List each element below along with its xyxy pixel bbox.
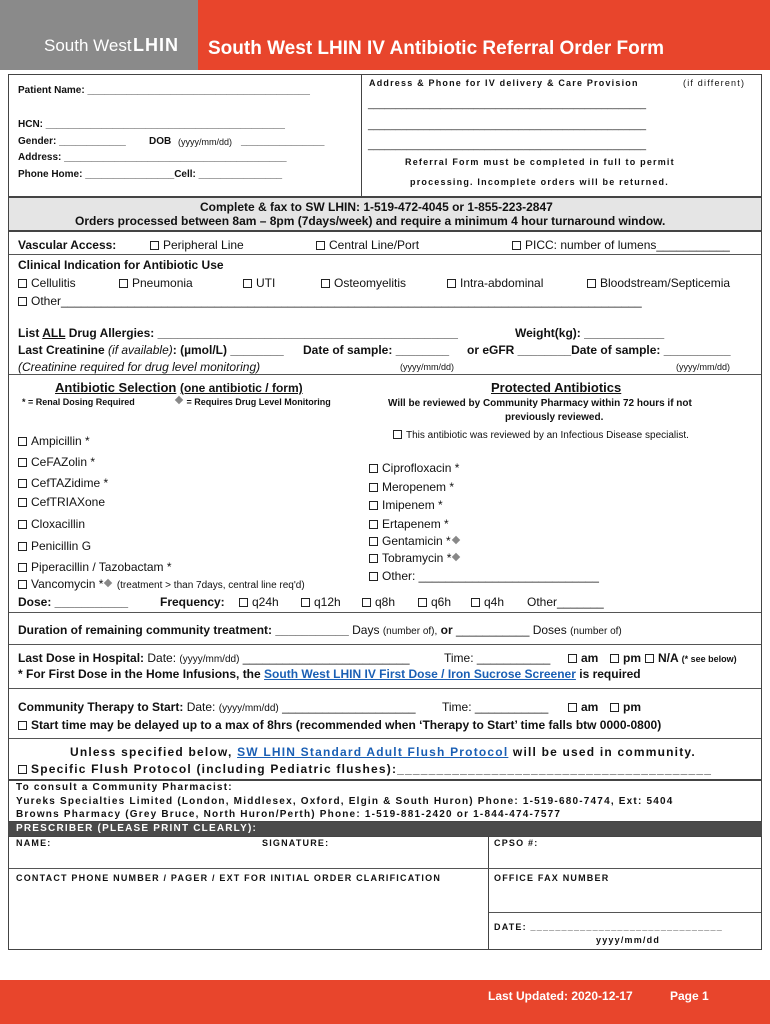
protected-note-2: previously reviewed. [505, 412, 604, 423]
freq-q24h[interactable]: q24h [239, 595, 279, 609]
checkbox[interactable] [18, 520, 27, 529]
community-am[interactable]: am [568, 700, 598, 714]
flush-line-1: Unless specified below, SW LHIN Standard Adult Flush Protocol will be used in community. [70, 745, 696, 759]
checkbox[interactable] [321, 279, 330, 288]
clinical-heading: Clinical Indication for Antibiotic Use [18, 258, 224, 272]
prescriber-signature-field[interactable]: SIGNATURE: [262, 838, 330, 848]
prescriber-heading: PRESCRIBER (PLEASE PRINT CLEARLY): [16, 823, 258, 834]
fax-line-2: Orders processed between 8am – 8pm (7days/week) and require a minimum 4 hour turnaround window. [75, 214, 666, 228]
checkbox[interactable] [18, 297, 27, 306]
phone-field[interactable]: Phone Home: ________________Cell: _______________ [18, 169, 283, 180]
checkbox[interactable] [362, 598, 371, 607]
checkbox[interactable] [119, 279, 128, 288]
checkbox[interactable] [369, 554, 378, 563]
pharmacist-browns: Browns Pharmacy (Grey Bruce, North Huron/Perth) Phone: 1-519-881-2420 or 1-844-474-7577 [16, 809, 562, 820]
diamond-icon [451, 536, 459, 544]
last-dose-na[interactable]: N/A (* see below) [645, 651, 737, 665]
osteomyelitis-option[interactable]: Osteomyelitis [321, 276, 406, 290]
bloodstream-option[interactable]: Bloodstream/Septicemia [587, 276, 730, 290]
dob-format: (yyyy/mm/dd) [178, 137, 232, 147]
ampicillin-option[interactable]: Ampicillin * [18, 434, 90, 448]
last-updated: Last Updated: 2020-12-17 [488, 989, 633, 1003]
divider [9, 254, 761, 255]
diamond-icon [175, 396, 183, 404]
checkbox[interactable] [447, 279, 456, 288]
flush-protocol-link[interactable]: SW LHIN Standard Adult Flush Protocol [237, 745, 509, 759]
community-pm[interactable]: pm [610, 700, 641, 714]
prescriber-date-format: yyyy/mm/dd [596, 935, 661, 945]
intra-abdominal-option[interactable]: Intra-abdominal [447, 276, 543, 290]
title-bar [198, 0, 770, 70]
divider [9, 644, 761, 645]
checkbox[interactable] [239, 598, 248, 607]
antibiotic-heading: Antibiotic Selection (one antibiotic / form) [55, 380, 303, 395]
prescriber-name-field[interactable]: NAME: [16, 838, 52, 848]
divider [9, 612, 761, 613]
ciprofloxacin-option[interactable]: Ciprofloxacin * [369, 461, 459, 475]
penicillin-option[interactable]: Penicillin G [18, 539, 91, 553]
pharmacist-yureks: Yureks Specialties Limited (London, Middlesex, Oxford, Elgin & South Huron) Phone: 1-519-680-7474, Ext: 5404 [16, 796, 674, 807]
diamond-icon [452, 553, 460, 561]
diamond-icon [104, 579, 112, 587]
logo-text: South West [44, 36, 132, 55]
checkbox[interactable] [150, 241, 159, 250]
divider [9, 738, 761, 739]
checkbox[interactable] [18, 580, 27, 589]
checkbox[interactable] [393, 430, 402, 439]
contact-phone-field[interactable]: CONTACT PHONE NUMBER / PAGER / EXT FOR INITIAL ORDER CLARIFICATION [16, 873, 442, 883]
delivery-heading: Address & Phone for IV delivery & Care Provision [369, 78, 639, 88]
gentamicin-option[interactable]: Gentamicin * [369, 534, 461, 548]
checkbox[interactable] [316, 241, 325, 250]
level-legend: = Requires Drug Level Monitoring [174, 397, 331, 407]
checkbox[interactable] [301, 598, 310, 607]
checkbox[interactable] [610, 654, 619, 663]
dob-field[interactable]: _______________ [241, 136, 325, 147]
notice-line-1: Referral Form must be completed in full to permit [405, 157, 675, 167]
divider [489, 912, 761, 913]
delivery-line-1[interactable]: __________________________________________________ [368, 99, 647, 110]
creatinine-note: (Creatinine required for drug level monitoring) [18, 360, 261, 374]
vascular-label: Vascular Access: [18, 238, 117, 252]
peripheral-line-option[interactable]: Peripheral Line [150, 238, 244, 252]
checkbox[interactable] [568, 703, 577, 712]
specific-flush-option[interactable]: Specific Flush Protocol (including Pediatric flushes):________________________________________ [18, 762, 712, 776]
imipenem-option[interactable]: Imipenem * [369, 498, 443, 512]
delivery-line-3[interactable]: __________________________________________________ [368, 140, 647, 151]
checkbox[interactable] [243, 279, 252, 288]
checkbox[interactable] [18, 542, 27, 551]
checkbox[interactable] [18, 765, 27, 774]
last-dose-field[interactable]: Last Dose in Hospital: Date: (yyyy/mm/dd) _________________________ [18, 651, 410, 665]
frequency-label: Frequency: [160, 595, 225, 609]
vancomycin-option[interactable]: Vancomycin * (treatment > than 7days, central line req'd) [18, 577, 305, 591]
checkbox[interactable] [369, 483, 378, 492]
checkbox[interactable] [369, 501, 378, 510]
prescriber-box [8, 836, 762, 950]
checkbox[interactable] [369, 537, 378, 546]
checkbox[interactable] [18, 563, 27, 572]
checkbox[interactable] [568, 654, 577, 663]
first-dose-note: * For First Dose in the Home Infusions, the South West LHIN IV First Dose / Iron Sucrose Screener is required [18, 667, 641, 681]
ertapenem-option[interactable]: Ertapenem * [369, 517, 449, 531]
freq-other[interactable]: Other_______ [527, 595, 604, 609]
protected-note-1: Will be reviewed by Community Pharmacy within 72 hours if not [388, 398, 692, 409]
last-dose-am[interactable]: am [568, 651, 598, 665]
checkbox[interactable] [645, 654, 654, 663]
cloxacillin-option[interactable]: Cloxacillin [18, 517, 85, 531]
office-fax-field[interactable]: OFFICE FAX NUMBER [494, 873, 610, 883]
ceftazidime-option[interactable]: CefTAZidime * [18, 476, 108, 490]
checkbox[interactable] [369, 520, 378, 529]
page-title: South West LHIN IV Antibiotic Referral Order Form [208, 38, 665, 59]
freq-q4h[interactable]: q4h [471, 595, 504, 609]
prescriber-date-field[interactable]: DATE: _______________________________ [494, 922, 723, 932]
divider [9, 868, 761, 869]
logo [0, 0, 198, 70]
tobramycin-option[interactable]: Tobramycin * [369, 551, 461, 565]
checkbox[interactable] [369, 464, 378, 473]
weight-field[interactable]: Weight(kg): ____________ [515, 326, 665, 340]
allergies-label[interactable]: List ALL Drug Allergies: _____________________________________________ [18, 326, 458, 340]
address-field[interactable]: Address: ________________________________________ [18, 152, 287, 163]
other-indication-option[interactable]: Other_______________________________________________________________________________________ [18, 294, 642, 308]
renal-legend: * = Renal Dosing Required [22, 397, 135, 407]
creatinine-field[interactable]: Last Creatinine (if available): (µmol/L) ________ [18, 343, 284, 357]
delivery-heading-note: (if different) [683, 78, 746, 88]
date-format: (yyyy/mm/dd) [676, 362, 730, 372]
first-dose-screener-link[interactable]: South West LHIN IV First Dose / Iron Sucrose Screener [264, 667, 576, 681]
checkbox[interactable] [18, 437, 27, 446]
pneumonia-option[interactable]: Pneumonia [119, 276, 193, 290]
page-number: Page 1 [670, 989, 709, 1003]
protected-heading: Protected Antibiotics [491, 380, 622, 395]
divider [9, 374, 761, 375]
patient-name-field[interactable]: Patient Name: ________________________________________ [18, 85, 310, 96]
cefazolin-option[interactable]: CeFAZolin * [18, 455, 95, 469]
checkbox[interactable] [471, 598, 480, 607]
last-dose-time[interactable]: Time: ___________ [444, 651, 551, 665]
piperacillin-option[interactable]: Piperacillin / Tazobactam * [18, 560, 172, 574]
checkbox[interactable] [18, 279, 27, 288]
duration-field[interactable]: Duration of remaining community treatment: ___________ Days (number of), or ___________ Doses (number of) [18, 623, 622, 637]
delivery-line-2[interactable]: __________________________________________________ [368, 120, 647, 131]
pharmacist-heading: To consult a Community Pharmacist: [16, 782, 233, 793]
logo-text-lhin: LHIN [133, 35, 179, 55]
checkbox[interactable] [610, 703, 619, 712]
checkbox[interactable] [18, 458, 27, 467]
creatinine-date-field[interactable]: Date of sample: ________ [303, 343, 450, 357]
picc-option[interactable]: PICC: number of lumens___________ [512, 238, 730, 252]
hcn-field[interactable]: HCN: ___________________________________________ [18, 119, 285, 130]
cellulitis-option[interactable]: Cellulitis [18, 276, 76, 290]
uti-option[interactable]: UTI [243, 276, 275, 290]
divider [488, 836, 489, 950]
notice-line-2: processing. Incomplete orders will be returned. [410, 177, 669, 187]
start-delay-option[interactable]: Start time may be delayed up to a max of 8hrs (recommended when ‘Therapy to Start’ time falls btw 0000-0800) [18, 718, 661, 732]
checkbox[interactable] [18, 721, 27, 730]
ceftriaxone-option[interactable]: CefTRIAXone [18, 495, 105, 509]
checkbox[interactable] [587, 279, 596, 288]
checkbox[interactable] [512, 241, 521, 250]
meropenem-option[interactable]: Meropenem * [369, 480, 454, 494]
divider [9, 688, 761, 689]
checkbox[interactable] [18, 479, 27, 488]
central-line-option[interactable]: Central Line/Port [316, 238, 419, 252]
page-header [0, 0, 770, 70]
freq-q6h[interactable]: q6h [418, 595, 451, 609]
date-format: (yyyy/mm/dd) [400, 362, 454, 372]
last-dose-pm[interactable]: pm [610, 651, 641, 665]
dob-label: DOB [149, 136, 172, 147]
checkbox[interactable] [18, 498, 27, 507]
checkbox[interactable] [369, 572, 378, 581]
cpso-field[interactable]: CPSO #: [494, 838, 539, 848]
community-start-time[interactable]: Time: ___________ [442, 700, 549, 714]
checkbox[interactable] [418, 598, 427, 607]
other-antibiotic-option[interactable]: Other: ___________________________ [369, 569, 599, 583]
gender-field[interactable]: Gender: ____________ [18, 136, 126, 147]
dose-field[interactable]: Dose: ___________ [18, 595, 129, 609]
egfr-field[interactable]: or eGFR ________Date of sample: __________ [467, 343, 731, 357]
page-footer [0, 980, 770, 1024]
divider [361, 74, 362, 197]
fax-line-1: Complete & fax to SW LHIN: 1-519-472-4045 or 1-855-223-2847 [200, 200, 553, 214]
freq-q12h[interactable]: q12h [301, 595, 341, 609]
id-review-option[interactable]: This antibiotic was reviewed by an Infectious Disease specialist. [393, 430, 689, 441]
freq-q8h[interactable]: q8h [362, 595, 395, 609]
community-start-field[interactable]: Community Therapy to Start: Date: (yyyy/mm/dd) ____________________ [18, 700, 416, 714]
